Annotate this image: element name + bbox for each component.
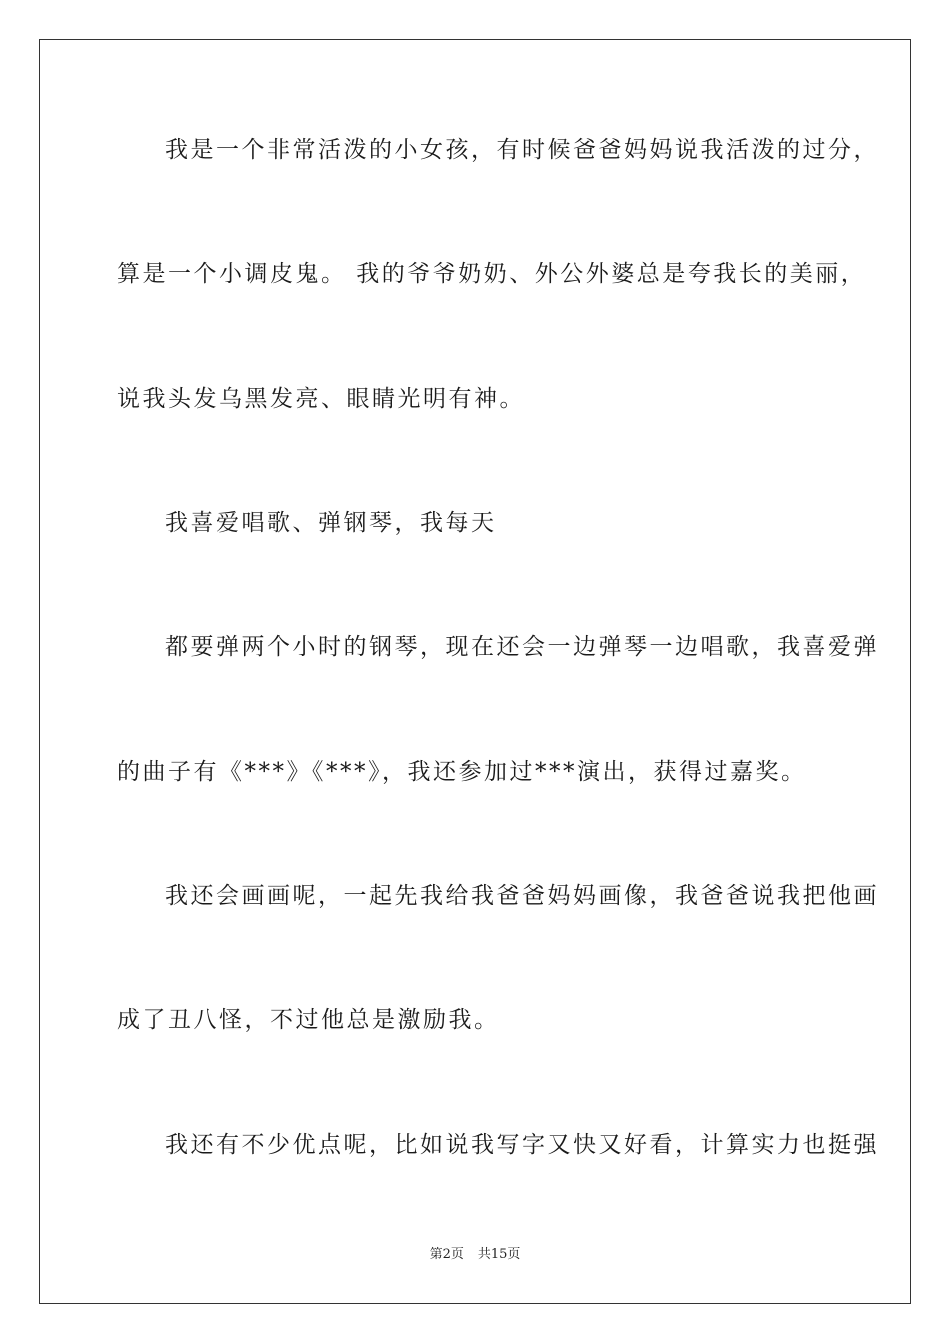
- text-line-9: 我还有不少优点呢，比如说我写字又快又好看，计算实力也挺强: [165, 1132, 879, 1158]
- page-total: 共15页: [477, 1247, 521, 1262]
- text-line-2: 算是一个小调皮鬼。 我的爷爷奶奶、外公外婆总是夸我长的美丽，: [117, 261, 867, 287]
- text-line-7: 我还会画画呢，一起先我给我爸爸妈妈画像，我爸爸说我把他画: [165, 883, 879, 909]
- text-line-8: 成了丑八怪，不过他总是激励我。: [117, 1007, 500, 1033]
- text-line-3: 说我头发乌黑发亮、眼睛光明有神。: [117, 386, 525, 412]
- text-line-4: 我喜爱唱歌、弹钢琴，我每天: [165, 510, 497, 536]
- page-footer: [0, 1246, 950, 1264]
- text-line-6: 的曲子有《***》《***》，我还参加过***演出，获得过嘉奖。: [117, 759, 807, 785]
- text-line-1: 我是一个非常活泼的小女孩，有时候爸爸妈妈说我活泼的过分，: [165, 137, 879, 163]
- text-line-5: 都要弹两个小时的钢琴，现在还会一边弹琴一边唱歌，我喜爱弹: [165, 634, 879, 660]
- page-border: [39, 39, 911, 1304]
- page-number: 第2页: [429, 1247, 464, 1262]
